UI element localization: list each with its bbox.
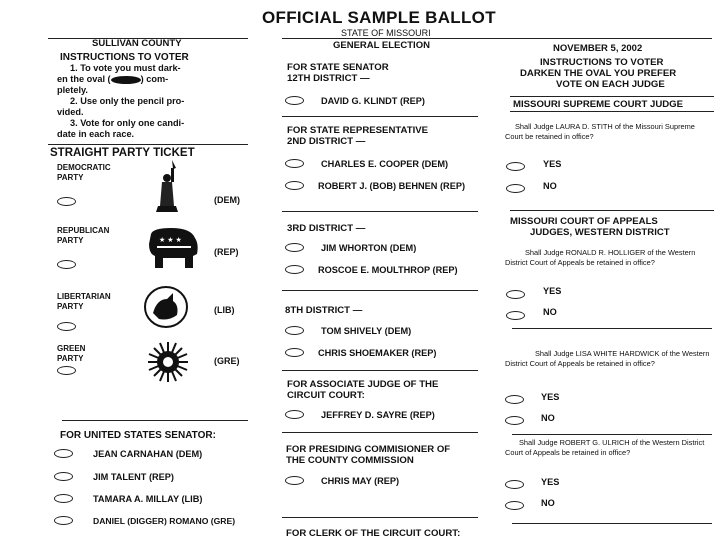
vote-oval[interactable]: [54, 494, 73, 503]
no-label: NO: [543, 181, 557, 191]
vote-oval-yes[interactable]: [506, 290, 525, 299]
vote-oval[interactable]: [285, 476, 304, 485]
vote-oval-yes[interactable]: [506, 162, 525, 171]
header-rule-right: [282, 38, 712, 39]
vote-oval-dem-party[interactable]: [57, 197, 76, 206]
judges-instructions: VOTE ON EACH JUDGE: [556, 79, 665, 90]
us-senator-heading: FOR UNITED STATES SENATOR:: [60, 430, 216, 441]
vote-oval[interactable]: [285, 96, 304, 105]
vote-oval-no[interactable]: [506, 184, 525, 193]
race-heading: FOR STATE REPRESENTATIVE: [287, 125, 429, 136]
party-name: PARTY: [57, 173, 84, 182]
instruction-line: 1. To vote you must dark-: [70, 63, 181, 73]
retention-question: Shall Judge ROBERT G. ULRICH of the Western District Court of Appeals be retained in office?: [505, 438, 705, 457]
instruction-line-oval: [57, 74, 168, 86]
race-heading: FOR STATE SENATOR: [287, 62, 389, 73]
ballot-title: OFFICIAL SAMPLE BALLOT: [262, 8, 496, 27]
instructions-heading: INSTRUCTIONS TO VOTER: [60, 52, 189, 63]
vote-oval-no[interactable]: [505, 501, 524, 510]
section-rule: [510, 96, 714, 97]
appeals-heading: JUDGES, WESTERN DISTRICT: [530, 227, 670, 238]
no-label: NO: [541, 413, 555, 423]
party-abbr: (GRE): [214, 356, 240, 366]
judges-instructions: DARKEN THE OVAL YOU PREFER: [520, 68, 677, 79]
county-name: SULLIVAN COUNTY: [92, 38, 182, 49]
filled-oval-icon: [111, 76, 141, 84]
candidate-name: JEFFREY D. SAYRE (REP): [321, 410, 435, 420]
vote-oval[interactable]: [285, 159, 304, 168]
no-label: NO: [543, 307, 557, 317]
instruction-line: 3. Vote for only one candi-: [70, 118, 185, 128]
party-name: REPUBLICAN: [57, 226, 110, 235]
candidate-name: ROSCOE E. MOULTHROP (REP): [318, 265, 458, 275]
race-heading: FOR CLERK OF THE CIRCUIT COURT:: [286, 528, 461, 539]
party-name: DEMOCRATIC: [57, 163, 111, 172]
party-abbr: (LIB): [214, 305, 235, 315]
section-rule: [512, 434, 712, 435]
race-heading: 2ND DISTRICT —: [287, 136, 366, 147]
party-name: LIBERTARIAN: [57, 292, 111, 301]
section-rule: [282, 116, 478, 117]
svg-text:★ ★ ★: ★ ★ ★: [159, 237, 182, 244]
election-name: GENERAL ELECTION: [333, 40, 430, 51]
yes-label: YES: [543, 159, 562, 169]
candidate-name: TAMARA A. MILLAY (LIB): [93, 494, 203, 504]
party-abbr: (DEM): [214, 195, 240, 205]
candidate-name: CHRIS SHOEMAKER (REP): [318, 348, 437, 358]
section-rule: [282, 432, 478, 433]
vote-oval-no[interactable]: [505, 416, 524, 425]
vote-oval[interactable]: [54, 516, 73, 525]
section-rule: [510, 210, 714, 211]
yes-label: YES: [541, 392, 560, 402]
candidate-name: CHARLES E. COOPER (DEM): [321, 159, 449, 169]
section-rule: [512, 523, 712, 524]
retention-question: Shall Judge LISA WHITE HARDWICK of the Western District Court of Appeals be retained in office?: [505, 349, 710, 368]
race-heading: 8TH DISTRICT —: [285, 305, 363, 316]
yes-label: YES: [543, 286, 562, 296]
instruction-line: vided.: [57, 107, 84, 117]
candidate-name: JEAN CARNAHAN (DEM): [93, 449, 203, 459]
race-heading: THE COUNTY COMMISSION: [286, 455, 414, 466]
green-party-sunburst-icon: [146, 340, 190, 384]
vote-oval[interactable]: [285, 243, 304, 252]
vote-oval[interactable]: [285, 410, 304, 419]
candidate-name: JIM WHORTON (DEM): [321, 243, 417, 253]
vote-oval-lib-party[interactable]: [57, 322, 76, 331]
section-rule: [512, 328, 712, 329]
party-abbr: (REP): [214, 247, 239, 257]
candidate-name: ROBERT J. (BOB) BEHNEN (REP): [318, 181, 466, 191]
vote-oval-rep-party[interactable]: [57, 260, 76, 269]
yes-label: YES: [541, 477, 560, 487]
vote-oval[interactable]: [285, 265, 304, 274]
vote-oval-gre-party[interactable]: [57, 366, 76, 375]
section-rule: [510, 111, 714, 112]
instruction-line: pletely.: [57, 85, 88, 95]
race-heading: 3RD DISTRICT —: [287, 223, 366, 234]
libertarian-logo-icon: [143, 285, 189, 329]
section-rule: [48, 144, 248, 145]
vote-oval[interactable]: [285, 348, 304, 357]
candidate-name: JIM TALENT (REP): [93, 472, 174, 482]
retention-question: Shall Judge LAURA D. STITH of the Missouri Supreme Court be retained in office?: [505, 122, 695, 141]
party-name: PARTY: [57, 354, 84, 363]
appeals-heading: MISSOURI COURT OF APPEALS: [510, 216, 658, 227]
candidate-name: TOM SHIVELY (DEM): [321, 326, 412, 336]
section-rule: [282, 370, 478, 371]
section-rule: [282, 211, 478, 212]
elephant-icon: [143, 226, 201, 270]
vote-oval-yes[interactable]: [505, 395, 524, 404]
candidate-name: DAVID G. KLINDT (REP): [321, 96, 425, 106]
race-heading: FOR PRESIDING COMMISIONER OF: [286, 444, 451, 455]
section-rule: [282, 517, 478, 518]
race-heading: FOR ASSOCIATE JUDGE OF THE: [287, 379, 439, 390]
vote-oval[interactable]: [285, 326, 304, 335]
straight-party-heading: STRAIGHT PARTY TICKET: [50, 147, 195, 159]
candidate-name: CHRIS MAY (REP): [321, 476, 400, 486]
candidate-name: DANIEL (DIGGER) ROMANO (GRE): [93, 516, 236, 526]
instruction-line: 2. Use only the pencil pro-: [70, 96, 185, 106]
vote-oval[interactable]: [285, 181, 304, 190]
race-heading: CIRCUIT COURT:: [287, 390, 365, 401]
supreme-court-heading: MISSOURI SUPREME COURT JUDGE: [513, 99, 684, 110]
section-rule: [62, 420, 248, 421]
party-name: PARTY: [57, 302, 84, 311]
section-rule: [282, 290, 478, 291]
state-name: STATE OF MISSOURI: [341, 28, 431, 38]
judges-instructions: INSTRUCTIONS TO VOTER: [540, 57, 664, 68]
vote-oval[interactable]: [54, 449, 73, 458]
party-name: PARTY: [57, 236, 84, 245]
instruction-text: ) com-: [140, 74, 169, 84]
statue-of-liberty-icon: [150, 158, 184, 214]
election-date: NOVEMBER 5, 2002: [553, 43, 643, 54]
instruction-line: date in each race.: [57, 129, 135, 139]
vote-oval[interactable]: [54, 472, 73, 481]
party-name: GREEN: [57, 344, 86, 353]
vote-oval-no[interactable]: [506, 311, 525, 320]
vote-oval-yes[interactable]: [505, 480, 524, 489]
race-heading: 12TH DISTRICT —: [287, 73, 370, 84]
instruction-text: en the oval (: [57, 74, 111, 84]
no-label: NO: [541, 498, 555, 508]
retention-question: Shall Judge RONALD R. HOLLIGER of the Western District Court of Appeals be retained in office?: [505, 248, 696, 267]
